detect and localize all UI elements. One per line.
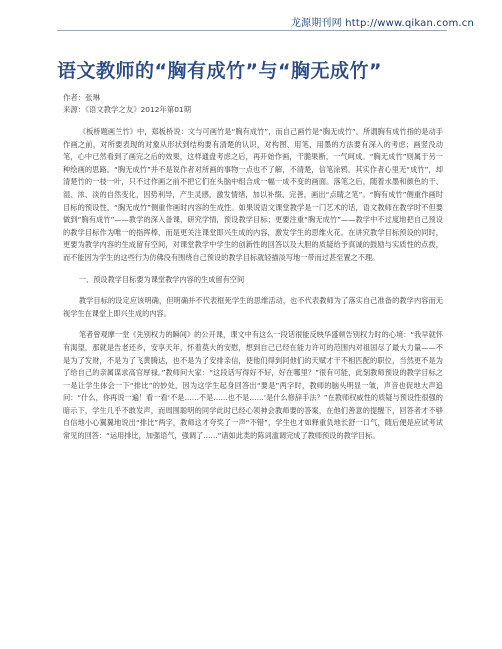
- article-body: [63, 126, 443, 443]
- paragraph-body: 笔者曾观摩一堂《先别权力的瞬间》的公开课，课文中有这么一段话很能反映华盛顿告别权力时的心境：“我早就怀有渴望，那就是告老还乡，安享天年，怀着莫大的安慰，想到自己已经在能力许可的范围内对祖国尽了最大力量——不是为了发财，不是为了飞黄腾达，也不是为了安排亲信，使他们得到同他们的天赋才干不相匹配的职位，当然更不是为了给自己的亲属谋求高官厚禄。”教师问大家：“这段话写得好不好，好在哪里？”很有可能，此刻教师预设的教学目标之一是让学生体会一下“排比”的妙处，因为这学生起身回答出“要是”两字时，教师的脑头明显一皱，声音也促地大声追问：“什么，你再说一遍！看一看‘不是……不是……也不是……’是什么修辞手法？”在教师权威性的质疑与预设性很强的暗示下，学生几乎不敢发声，而周围聪明的同学此时已经心领神会教师要的答案，在他们善意的提醒下，回答者才不够自信地小心翼翼地说出“排比”两字，教师这才夸奖了一声“不错”，学生也才如释重负地长舒一口气，随后便是应试考试常见的回答：“运用排比，加强语气，强调了……”诸如此类的陈词滥调完成了教师预设的教学目标。: [63, 330, 443, 441]
- site-header: 龙源期刊网 http://www.qikan.com.cn: [290, 18, 474, 29]
- author-line: 作者：张琳: [63, 93, 100, 102]
- source-line: 来源：《语文教学之友》2012年第01期: [63, 105, 191, 114]
- paragraph-intro: 《板桥题画兰竹》中，郑板桥说：文与可画竹是“胸有成竹”，而自己画竹是“胸无成竹”。所谓胸有成竹指的是动手作画之前，对所要表现的对象从形状到结构要有清楚的认识，对构图、用笔、用墨的方法要有深入的考虑；画竖没动笔，心中已然看到了画完之后的效果，这样通盘考虑之后，再开始作画，干脆果断，一气呵成。“胸无成竹”则属于另一种绘画的思路。“胸无成竹”并不是说作者对所画的事物一点也不了解，不清楚，信笔涂鸦。其实作者心里无“成竹”，却清楚竹的一枝一叶，只不过作画之前不把它们在头脑中组合成一幅一成不变的画面。落笔之后，随着水墨和颜色的干、湿、浓、淡的自然变化，因势利导，产生灵感，激发情绪，加以补缀、完善，画出“点睛之笔”。“胸有成竹”侧重作画时目标的预设性，“胸无成竹”侧重作画时内容的生成性。如果说语文课堂教学是一门艺术的话，语文教师在教学时不但要做到“胸有成竹”——教学的深入备课，研究学情，预设教学目标；更要注重“胸无成竹”——教学中不过度地把自己预设的教学目标作为唯一的指挥棒，而是更关注课堂即兴生成的内容，激发学生的思维火花。在讲究教学目标预设的同时，更要为教学内容的生成留有空间，对课堂教学中学生的创新性的回答以及大胆的质疑给予真诚的鼓励与实质性的点拨，而不能因为学生的这些行为仿佛没有围绕自己预设的教学目标就轻描淡写地一带而过甚至置之不理。: [63, 127, 443, 262]
- article-title: 语文教师的“胸有成竹”与“胸无成竹”: [57, 60, 382, 82]
- paragraph-body: 教学目标的设定应该明确，但明确并不代表框死学生的思维活动，也不代表教师为了落实自己准备的教学内容而无视学生在课堂上即兴生成的内容。: [63, 296, 443, 318]
- header-divider: [57, 30, 447, 31]
- section-heading: 一、预设教学目标要为课堂教学内容的生成留有空间: [78, 274, 245, 284]
